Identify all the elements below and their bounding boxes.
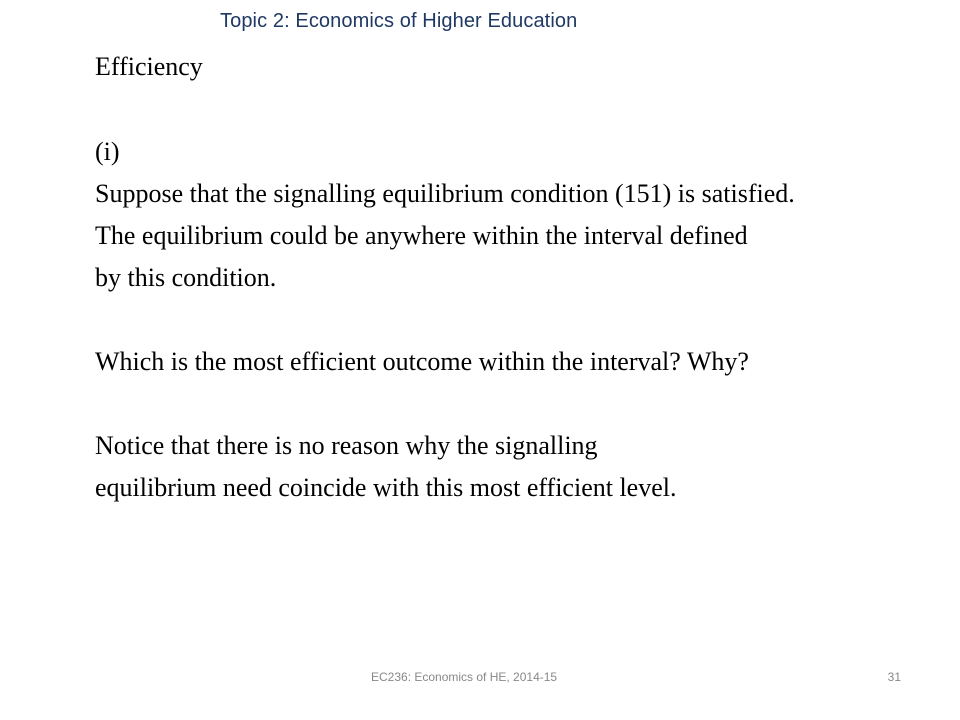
body-line-3: by this condition. bbox=[95, 263, 277, 292]
body-heading: Efficiency bbox=[95, 52, 203, 81]
body-line-4: Notice that there is no reason why the signalling bbox=[95, 431, 598, 460]
item-label: (i) bbox=[95, 137, 120, 166]
body-line-5: equilibrium need coincide with this most efficient level. bbox=[95, 473, 677, 502]
body-line-1: Suppose that the signalling equilibrium condition (151) is satisfied. bbox=[95, 179, 795, 208]
body-line-2: The equilibrium could be anywhere within the interval defined bbox=[95, 221, 748, 250]
body-question: Which is the most efficient outcome within the interval? Why? bbox=[95, 347, 749, 376]
footer-course-label: EC236: Economics of HE, 2014-15 bbox=[371, 670, 558, 684]
slide-title: Topic 2: Economics of Higher Education bbox=[220, 10, 578, 32]
footer-page-number: 31 bbox=[887, 670, 901, 684]
